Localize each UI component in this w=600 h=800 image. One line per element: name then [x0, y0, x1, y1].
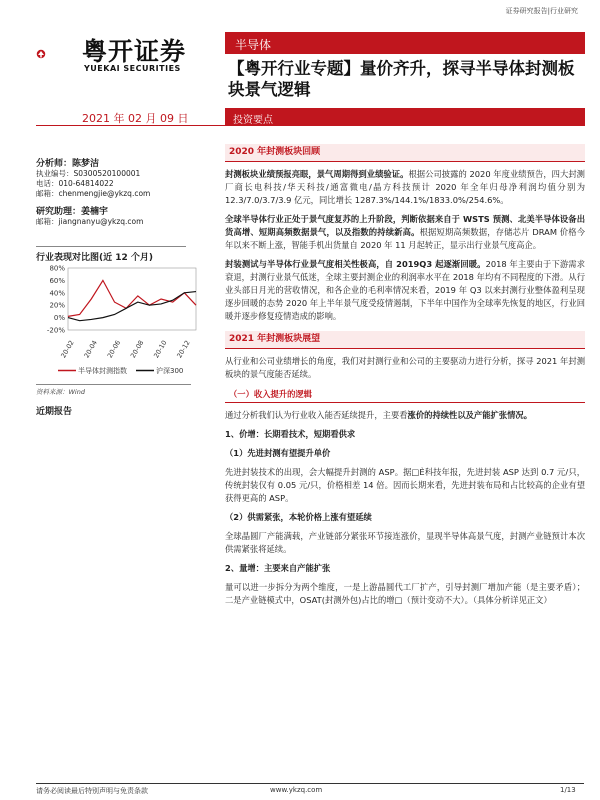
y-tick-label: 40%: [49, 289, 65, 298]
paragraph-5: 通过分析我们认为行业收入能否延续提升，主要看涨价的持续性以及产能扩张情况。: [225, 410, 533, 420]
key-points-banner: 投资要点: [225, 108, 585, 126]
footer-divider: [36, 783, 584, 784]
heading-volume: 2、量增：主要来自产能扩张: [225, 563, 331, 573]
company-name-cn: 粤开证券: [82, 37, 187, 66]
y-tick-label: 60%: [49, 276, 65, 285]
report-type-tag: 证券研究报告|行业研究: [505, 7, 578, 15]
footer-disclaimer: 请务必阅读最后特别声明与免责条款: [36, 787, 148, 795]
analyst-panel: [36, 155, 186, 227]
assistant-email[interactable]: 邮箱：jiangnanyu@ykzq.com: [36, 217, 144, 226]
paragraph-1: 封测板块业绩预报亮眼，景气周期得到业绩验证。根据公司披露的 2020 年度业绩预告，四大封测厂商长电科技/华天科技/通富微电/晶方科技预计 2020 年全年归母净利润均值分别为 12.3/7.0/3.7/3.9 亿元，同比增长 1287.3%/144.1%/1833.0%/254.6%。: [225, 169, 585, 205]
main-content: [225, 144, 585, 613]
assistant-label: 研究助理：姜楠宇: [36, 207, 109, 217]
analyst-email[interactable]: 邮箱：chenmengjie@ykzq.com: [36, 189, 151, 198]
x-tick-label: 20-10: [152, 339, 169, 360]
company-name-en: YUEKAI SECURITIES: [84, 64, 181, 73]
legend-label: 沪深300: [156, 367, 184, 375]
legend-label: 半导体封测指数: [78, 367, 127, 375]
heading-price-1: （1）先进封测有望提升单价: [225, 448, 331, 458]
report-date: 2021 年 02 月 09 日: [82, 112, 189, 125]
paragraph-4: 从行业和公司业绩增长的角度，我们对封测行业和公司的主要驱动力进行分析，探寻 2021 年封测板块的景气度能否延续。: [225, 356, 585, 379]
footer-website[interactable]: www.ykzq.com: [270, 786, 323, 794]
footer-page-number: 1/13: [560, 786, 576, 794]
analyst-phone: 电话：010-64814022: [36, 179, 114, 188]
y-tick-label: 0%: [53, 314, 65, 323]
paragraph-8: 量可以进一步拆分为两个维度，一是上游晶圆代工厂扩产，引导封测厂增加产能（是主要矛盾）；二是产业链模式中，OSAT(封测外包)占比的增□（预计变动不大）。（具体分析详见正文）: [225, 582, 585, 605]
paragraph-2: 全球半导体行业正处于景气度复苏的上升阶段，判断依据来自于 WSTS 预测、北美半导体设备出货高增、短期高频数据景气，以及指数的持续新高。根据短期高频数据，存储芯片 DRAM 价格今年以来不断上涨，智能手机出货量自 2020 年 11 月起转正，显示出行业景气度高企。: [225, 214, 585, 250]
x-tick-label: 20-12: [175, 339, 192, 360]
y-tick-label: 20%: [49, 301, 65, 310]
x-tick-label: 20-02: [59, 339, 76, 360]
analyst-label: 分析师：陈梦洁: [36, 159, 100, 169]
series-line: [68, 292, 196, 321]
y-tick-label: 80%: [49, 264, 65, 273]
analyst-id: 执业编号：S0300520100001: [36, 169, 141, 178]
heading-price-2: （2）供需紧张，本轮价格上涨有望延续: [225, 512, 372, 522]
chart-title: 行业表现对比图(近 12 个月): [36, 246, 186, 263]
performance-chart: [36, 260, 206, 380]
chart-source: 资料来源：Wind: [36, 384, 191, 396]
heading-price: 1、价增：长期看技术，短期看供求: [225, 429, 356, 439]
x-tick-label: 20-08: [128, 339, 146, 360]
series-line: [68, 280, 196, 316]
company-logo: [36, 34, 81, 74]
paragraph-7: 全球晶圆厂产能满载，产业链部分紧张环节接连涨价，显现半导体高景气度，封测产业链预计本次供需紧张将延续。: [225, 531, 585, 554]
subsection-revenue-heading: （一）收入提升的逻辑: [225, 387, 585, 403]
recent-reports-heading: 近期报告: [36, 407, 73, 417]
category-banner: 半导体: [225, 32, 585, 54]
report-title: 【粤开行业专题】量价齐升，探寻半导体封测板块景气逻辑: [228, 59, 575, 99]
paragraph-3: 封装测试与半导体行业景气度相关性极高，自 2019Q3 起逐渐回暖。2018 年主要由于下游需求衰退，封测行业景气低迷，全球主要封测企业的利润率水平在 2018 年均有不同程度的下滑。从行业头部日月光的营收情况，和各企业的毛利率情况来看，2019 年 Q3 以来封测行业整体盈利呈现逐步回暖的态势 2020 年上半年景气度受疫情遏制，下半年中国作为全球率先恢复的地区，行业回暖并逐步修复疫情造成的影响。: [225, 259, 585, 321]
section-outlook-heading: 2021 年封测板块展望: [225, 331, 585, 349]
y-tick-label: -20%: [46, 326, 65, 335]
paragraph-6: 先进封装技术的出现，会大幅提升封测的 ASP。据□Ѐ科技年报，先进封装 ASP 达到 0.7 元/只，传统封装仅有 0.05 元/只，价格相差 14 倍。因而长期来看，先进封装布局和占比较高的企业有望获得更高的 ASP。: [225, 467, 585, 503]
section-review-heading: 2020 年封测板块回顾: [225, 144, 585, 162]
x-tick-label: 20-06: [105, 339, 123, 360]
x-tick-label: 20-04: [82, 339, 99, 360]
